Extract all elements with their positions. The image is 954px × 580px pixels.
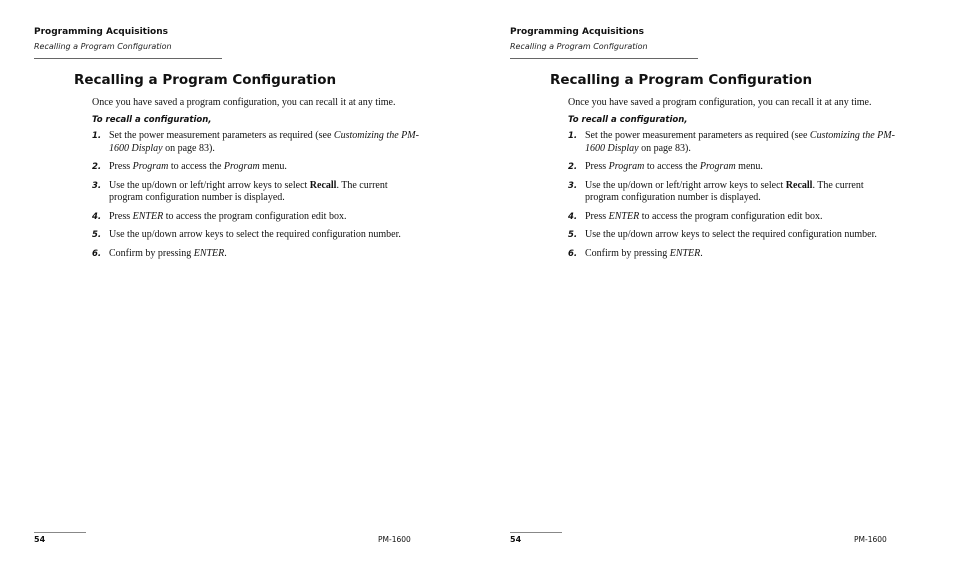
step-text: to access the program configuration edit box. <box>639 210 823 222</box>
step-text: menu. <box>259 161 287 172</box>
procedure-title: To recall a configuration, <box>92 115 212 125</box>
step-text: Set the power measurement parameters as required (see <box>109 130 334 141</box>
step-1 <box>92 130 422 155</box>
running-header-title: Programming Acquisitions <box>34 27 169 37</box>
step-number: 5. <box>92 230 102 240</box>
step-1 <box>568 130 898 155</box>
procedure-title: To recall a configuration, <box>568 115 688 125</box>
key-name: Program <box>132 161 169 172</box>
step-text: to access the <box>168 161 224 172</box>
step-text: . <box>224 247 227 259</box>
step-number: 4. <box>92 211 102 222</box>
header-rule <box>510 58 698 59</box>
step-text: menu. <box>735 161 763 172</box>
step-number: 3. <box>92 180 102 191</box>
step-text: Set the power measurement parameters as required (see <box>585 130 810 141</box>
step-text: to access the program configuration edit box. <box>163 210 347 222</box>
step-text: Press <box>109 161 133 172</box>
cross-reference: Customizing the PM-1600 Display <box>585 130 895 154</box>
running-header-subtitle: Recalling a Program Configuration <box>34 42 172 51</box>
step-number: 3. <box>568 180 578 191</box>
step-text: Use the up/down or left/right arrow keys to select <box>109 179 310 191</box>
step-5 <box>92 229 422 242</box>
page-number: 54 <box>510 535 522 544</box>
step-text: . <box>700 247 703 259</box>
intro-paragraph: Once you have saved a program configuration, you can recall it at any time. <box>92 97 396 108</box>
step-text: Use the up/down arrow keys to select the required configuration number. <box>585 229 877 240</box>
intro-paragraph: Once you have saved a program configuration, you can recall it at any time. <box>568 97 872 108</box>
key-name: ENTER <box>669 247 701 259</box>
step-number: 1. <box>568 131 578 141</box>
step-text: Use the up/down arrow keys to select the required configuration number. <box>109 229 401 240</box>
step-text: Use the up/down or left/right arrow keys to select <box>585 179 786 191</box>
key-name: ENTER <box>608 210 640 222</box>
step-6 <box>92 248 422 261</box>
step-6 <box>568 248 898 261</box>
step-number: 2. <box>92 162 102 172</box>
step-number: 5. <box>568 230 578 240</box>
key-name: Program <box>608 161 645 172</box>
step-2 <box>568 161 898 174</box>
step-text: Confirm by pressing <box>585 247 670 259</box>
step-text: Press <box>109 210 133 222</box>
step-number: 2. <box>568 162 578 172</box>
step-text: . The current program configuration number is displayed. <box>109 179 388 203</box>
step-text: to access the <box>644 161 700 172</box>
page-number: 54 <box>34 535 46 544</box>
step-text: on page 83). <box>638 142 691 154</box>
step-number: 4. <box>568 211 578 222</box>
menu-name: Program <box>699 161 736 172</box>
footer-rule <box>510 532 562 533</box>
step-number: 6. <box>92 248 102 259</box>
key-name: ENTER <box>132 210 164 222</box>
step-text: Press <box>585 210 609 222</box>
step-2 <box>92 161 422 174</box>
product-name: PM-1600 <box>378 535 411 544</box>
running-header-subtitle: Recalling a Program Configuration <box>510 42 648 51</box>
product-name: PM-1600 <box>854 535 887 544</box>
section-title: Recalling a Program Configuration <box>550 72 813 88</box>
step-number: 6. <box>568 248 578 259</box>
step-4 <box>92 211 422 224</box>
cross-reference: Customizing the PM-1600 Display <box>109 130 419 154</box>
running-header-title: Programming Acquisitions <box>510 27 645 37</box>
step-list <box>92 130 422 266</box>
footer-rule <box>34 532 86 533</box>
step-text: Confirm by pressing <box>109 247 194 259</box>
section-title: Recalling a Program Configuration <box>74 72 337 88</box>
option-name: Recall <box>309 179 337 191</box>
header-rule <box>34 58 222 59</box>
step-text: . The current program configuration number is displayed. <box>585 179 864 203</box>
step-3 <box>568 180 898 205</box>
key-name: ENTER <box>193 247 225 259</box>
step-list <box>568 130 898 266</box>
menu-name: Program <box>223 161 260 172</box>
step-5 <box>568 229 898 242</box>
step-text: on page 83). <box>162 142 215 154</box>
step-number: 1. <box>92 131 102 141</box>
right-page <box>476 0 953 580</box>
step-3 <box>92 180 422 205</box>
option-name: Recall <box>785 179 813 191</box>
step-text: Press <box>585 161 609 172</box>
step-4 <box>568 211 898 224</box>
